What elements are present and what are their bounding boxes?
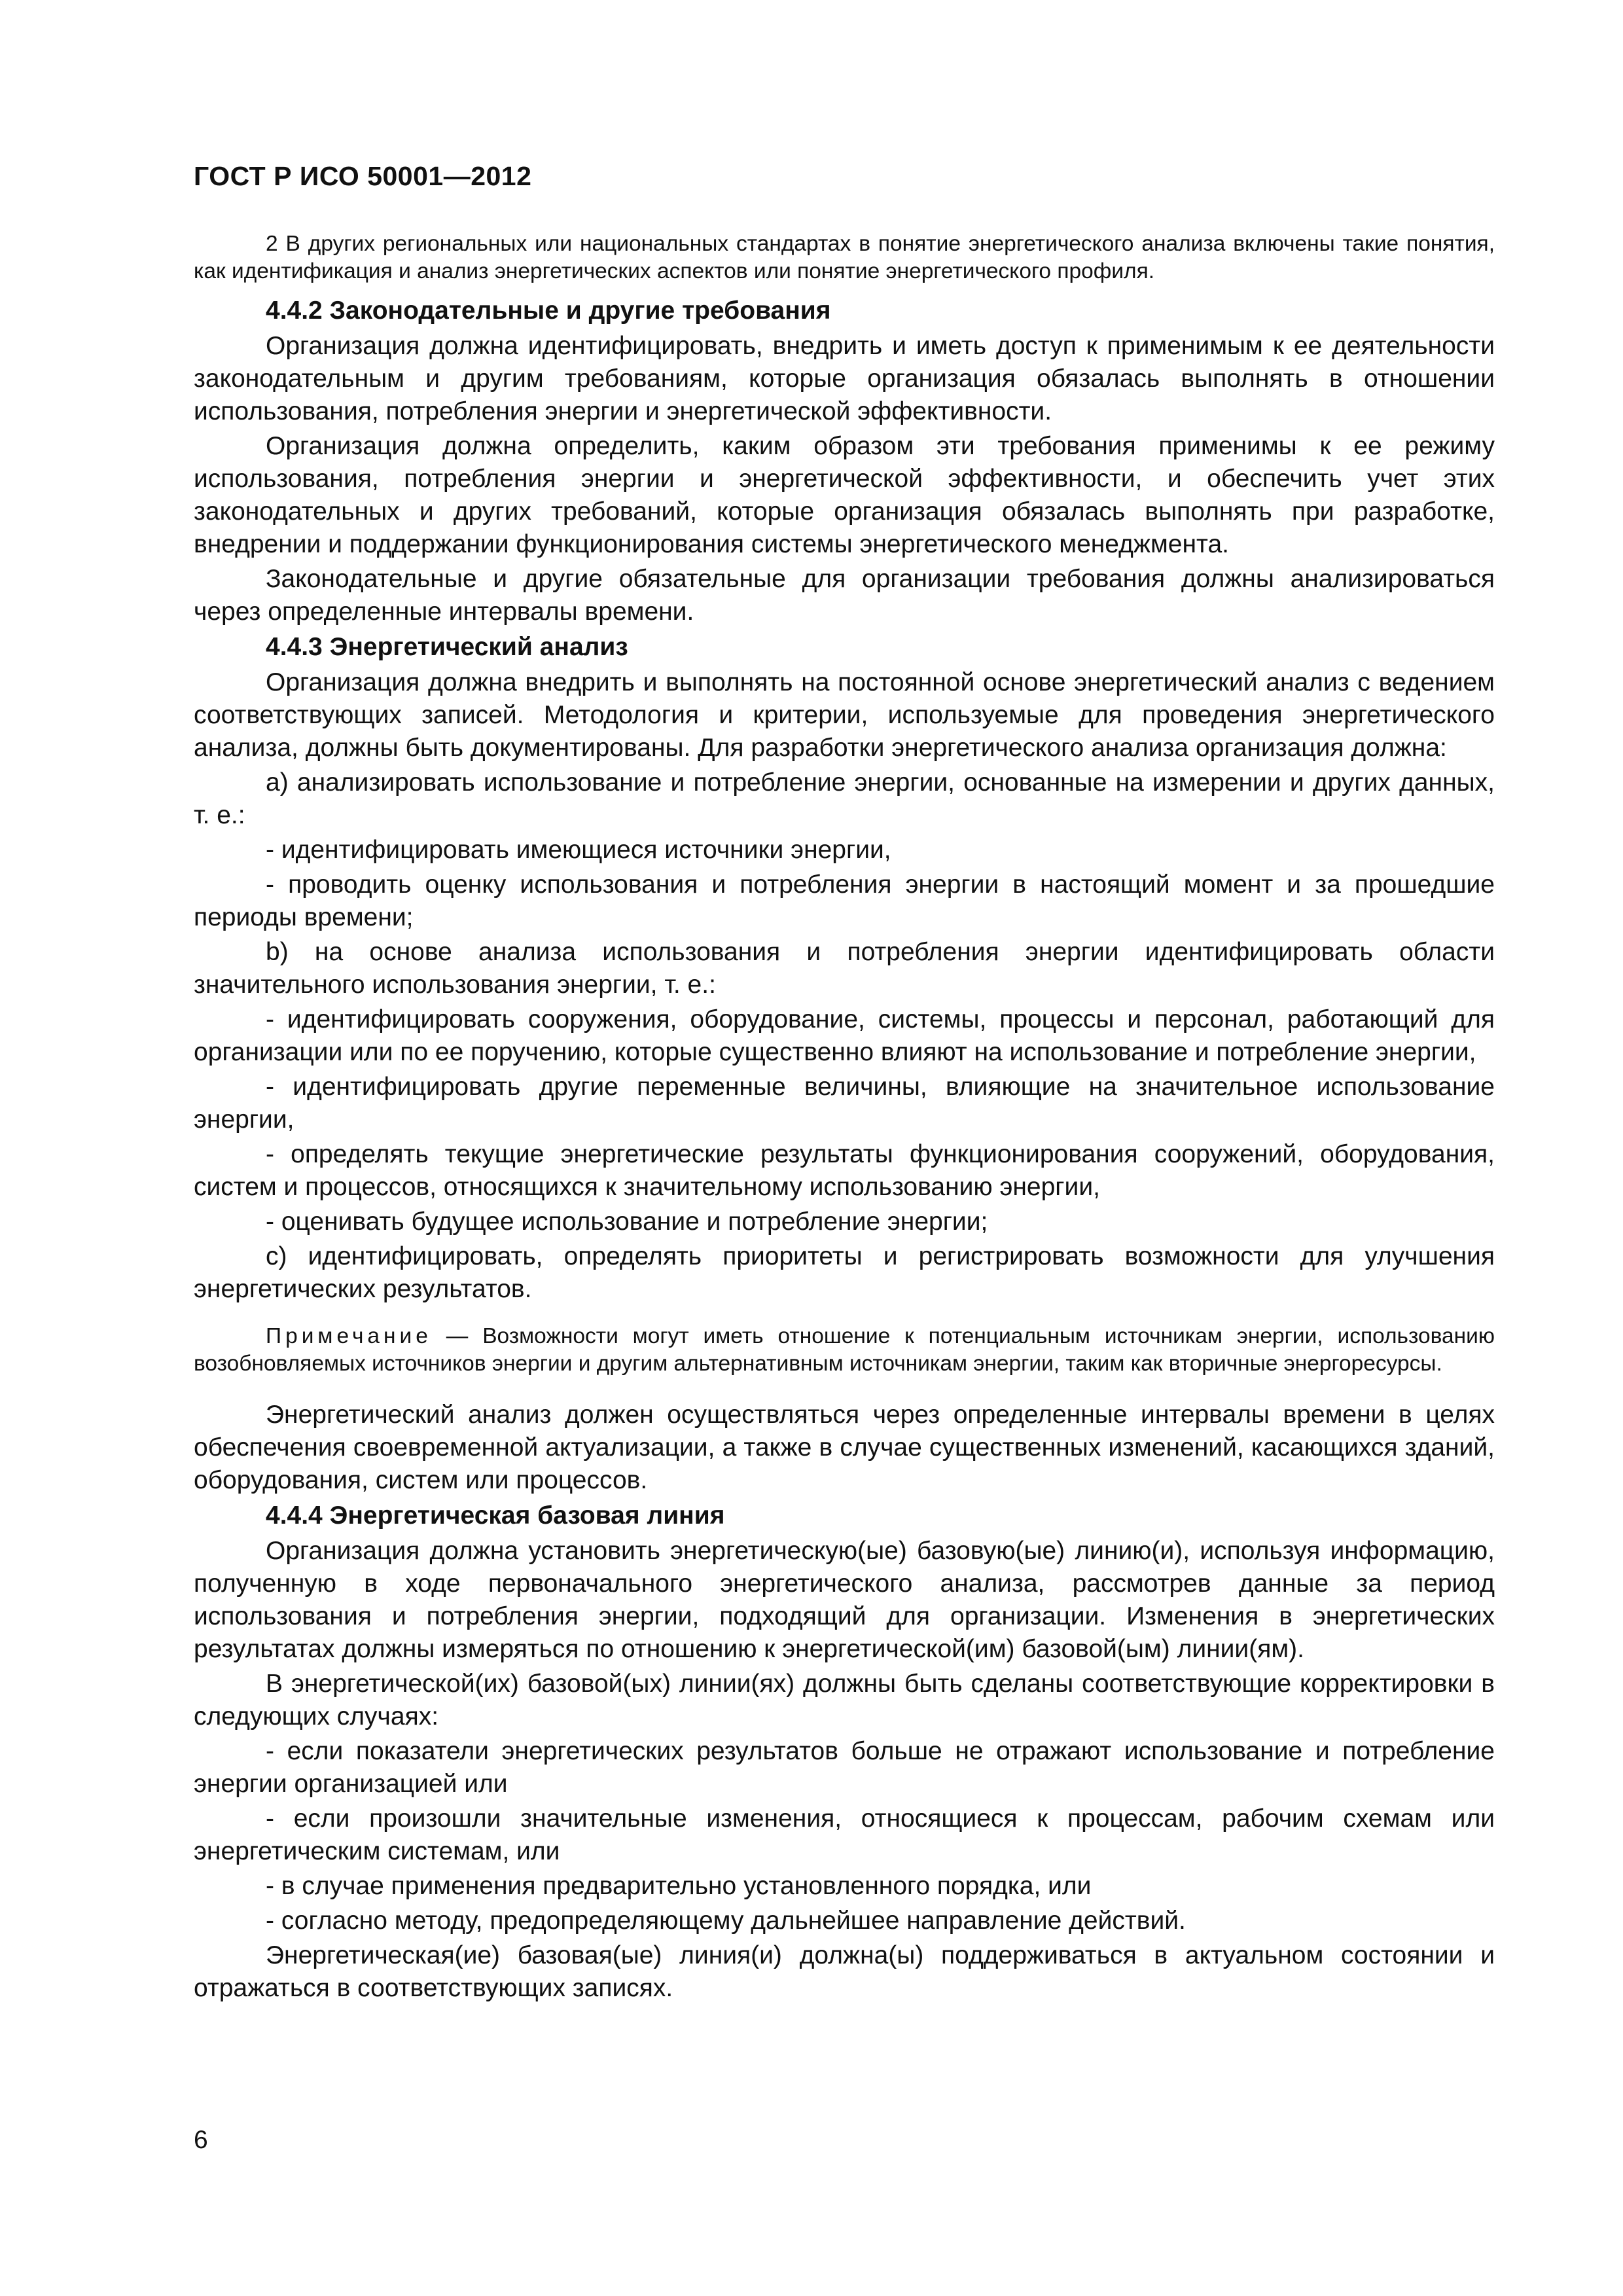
section-heading-4-4-2: 4.4.2 Законодательные и другие требования (266, 296, 831, 325)
list-subitem: - определять текущие энергетические результаты функционирования сооружений, оборудования, систем и процессов, относящихся к значительному использованию энергии, (194, 1140, 1495, 1201)
list-subitem: - идентифицировать другие переменные величины, влияющие на значительное использование энергии, (194, 1073, 1495, 1134)
section-heading-4-4-3: 4.4.3 Энергетический анализ (266, 633, 628, 661)
paragraph: Законодательные и другие обязательные для организации требования должны анализироваться через определенные интервалы времени. (194, 565, 1495, 626)
note-block (194, 1323, 1495, 1378)
paragraph: В энергетической(их) базовой(ых) линии(ях) должны быть сделаны соответствующие корректировки в следующих случаях: (194, 1670, 1495, 1731)
list-item-b: b) на основе анализа использования и потребления энергии идентифицировать области значительного использования энергии, т. е.: (194, 938, 1495, 999)
paragraph: Организация должна установить энергетическую(ые) базовую(ые) линию(и), используя информацию, полученную в ходе первоначального энергетического анализа, рассмотрев данные за период использования и потребления энергии, подходящий для организации. Изменения в энергетических результатах должны измеряться по отношению к энергетической(им) базовой(ым) линии(ям). (194, 1537, 1495, 1663)
paragraph: Энергетический анализ должен осуществляться через определенные интервалы времени в целях обеспечения своевременной актуализации, а также в случае существенных изменений, касающихся зданий, оборудования, систем или процессов. (194, 1401, 1495, 1494)
list-subitem: - идентифицировать сооружения, оборудование, системы, процессы и персонал, работающий для организации или по ее поручению, которые существенно влияют на использование и потребление энергии, (194, 1005, 1495, 1066)
list-item-a: а) анализировать использование и потребление энергии, основанные на измерении и других данных, т. е.: (194, 768, 1495, 829)
paragraph: Организация должна определить, каким образом эти требования применимы к ее режиму использования, потребления энергии и энергетической эффективности, и обеспечить учет этих законодательных и других требований, которые организация обязалась выполнять при разработке, внедрении и поддержании функционирования системы энергетического менеджмента. (194, 432, 1495, 558)
list-subitem: - если произошли значительные изменения, относящиеся к процессам, рабочим схемам или энергетическим системам, или (194, 1804, 1495, 1865)
list-subitem: - согласно методу, предопределяющему дальнейшее направление действий. (266, 1907, 1186, 1935)
paragraph: Организация должна внедрить и выполнять на постоянной основе энергетический анализ с ведением соответствующих записей. Методология и критерии, используемые для проведения энергетического анализа, должны быть документированы. Для разработки энергетического анализа организация должна: (194, 668, 1495, 762)
list-item-c: с) идентифицировать, определять приоритеты и регистрировать возможности для улучшения энергетических результатов. (194, 1242, 1495, 1303)
note-text: — Возможности могут иметь отношение к потенциальным источникам энергии, использованию возобновляемых источников энергии и другим альтернативным источникам энергии, таким как вторичные энергоресурсы. (194, 1324, 1495, 1376)
list-subitem: - в случае применения предварительно установленного порядка, или (266, 1872, 1092, 1900)
section-heading-4-4-4: 4.4.4 Энергетическая базовая линия (266, 1501, 725, 1530)
page-number: 6 (194, 2126, 208, 2154)
list-subitem: - если показатели энергетических результатов больше не отражают использование и потребление энергии организацией или (194, 1737, 1495, 1798)
list-subitem: - оценивать будущее использование и потребление энергии; (266, 1208, 988, 1236)
list-subitem: - проводить оценку использования и потребления энергии в настоящий момент и за прошедшие периоды времени; (194, 870, 1495, 931)
paragraph: Организация должна идентифицировать, внедрить и иметь доступ к применимым к ее деятельности законодательным и другим требованиям, которые организация обязалась выполнять в отношении использования, потребления энергии и энергетической эффективности. (194, 332, 1495, 425)
note-label: Примечание (266, 1324, 432, 1348)
note-top: 2 В других региональных или национальных стандартах в понятие энергетического анализа включены такие понятия, как идентификация и анализ энергетических аспектов или понятие энергетического профиля. (194, 232, 1495, 283)
document-header: ГОСТ Р ИСО 50001—2012 (194, 161, 532, 191)
document-body (194, 230, 1495, 2007)
list-subitem: - идентифицировать имеющиеся источники энергии, (266, 836, 891, 864)
paragraph: Энергетическая(ие) базовая(ые) линия(и) должна(ы) поддерживаться в актуальном состоянии и отражаться в соответствующих записях. (194, 1941, 1495, 2002)
